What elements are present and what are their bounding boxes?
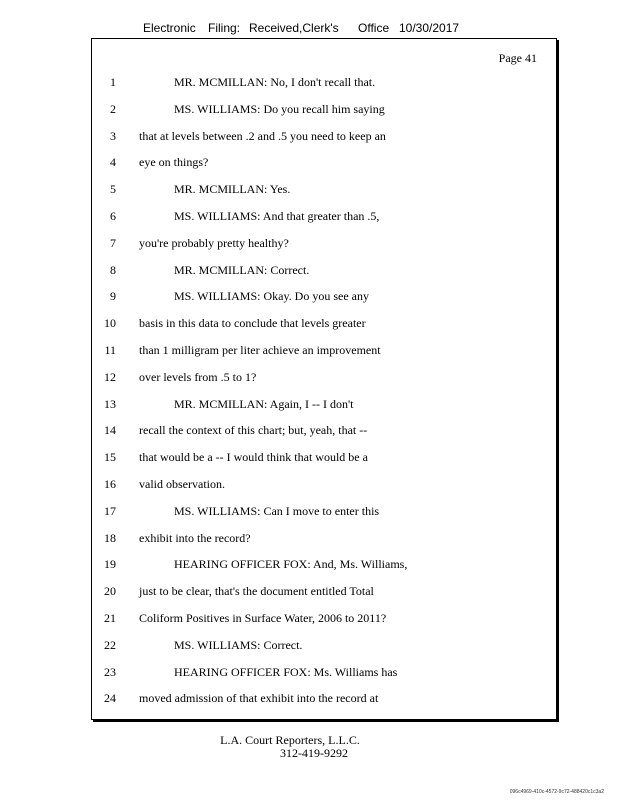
line-text: over levels from .5 to 1? (139, 369, 257, 384)
line-number: 11 (104, 343, 116, 357)
line-number: 21 (104, 611, 116, 625)
transcript-line (92, 127, 558, 145)
line-text: MR. MCMILLAN: Again, I -- I don't (174, 396, 354, 411)
line-text: MS. WILLIAMS: Okay. Do you see any (174, 289, 369, 304)
transcript-line (92, 502, 558, 520)
line-text: moved admission of that exhibit into the record at (139, 691, 379, 706)
transcript-line (92, 448, 558, 466)
line-text: MS. WILLIAMS: Correct. (174, 637, 303, 652)
transcript-line (92, 261, 558, 279)
line-number: 18 (104, 530, 116, 545)
transcript-line (92, 609, 558, 627)
transcript-line (92, 689, 558, 707)
line-text: that would be a -- I would think that would be a (139, 450, 368, 465)
transcript-line (92, 100, 558, 118)
line-number: 10 (104, 316, 116, 331)
line-number: 8 (110, 262, 116, 277)
line-text: MS. WILLIAMS: Do you recall him saying (174, 101, 385, 116)
line-number: 19 (104, 557, 116, 572)
transcript-page (91, 38, 557, 720)
document-hash: 096c4969-410c-4572-9c72-488420c1c3a2 (509, 789, 604, 795)
line-number: 17 (104, 503, 116, 518)
line-number: 16 (104, 477, 116, 491)
transcript-line (92, 153, 558, 171)
line-number: 5 (110, 182, 116, 197)
line-text: Coliform Positives in Surface Water, 2006 to 2011? (139, 611, 387, 625)
transcript-line (92, 287, 558, 305)
line-number: 24 (104, 691, 116, 706)
line-number: 4 (110, 155, 116, 170)
line-number: 2 (110, 101, 116, 116)
line-number: 9 (110, 289, 116, 304)
line-text: MS. WILLIAMS: And that greater than .5, (174, 209, 380, 223)
line-number: 7 (110, 235, 116, 250)
line-text: recall the context of this chart; but, yeah, that -- (139, 423, 368, 438)
line-number: 20 (104, 584, 116, 599)
line-text: MR. MCMILLAN: Yes. (174, 182, 291, 197)
line-number: 1 (110, 75, 116, 89)
line-text: eye on things? (139, 155, 209, 170)
line-number: 3 (110, 128, 116, 143)
line-text: basis in this data to conclude that levels greater (139, 316, 366, 331)
line-number: 22 (104, 637, 116, 652)
line-text: valid observation. (139, 477, 225, 491)
line-text: you're probably pretty healthy? (139, 235, 289, 250)
line-text: MS. WILLIAMS: Can I move to enter this (174, 503, 380, 518)
transcript-line (92, 529, 558, 547)
transcript-line (92, 234, 558, 252)
transcript-line (92, 475, 558, 493)
transcript-line (92, 73, 558, 91)
line-text: HEARING OFFICER FOX: And, Ms. Williams, (174, 557, 408, 572)
line-number: 23 (104, 664, 116, 679)
stamp-electronic: Electronic (143, 21, 196, 35)
filing-stamp (0, 21, 618, 37)
line-number: 14 (104, 423, 116, 438)
transcript-line (92, 341, 558, 359)
transcript-line (92, 421, 558, 439)
transcript-line (92, 395, 558, 413)
page-number: Page 41 (498, 51, 537, 65)
stamp-date: 10/30/2017 (399, 21, 460, 35)
line-text: MR. MCMILLAN: Correct. (174, 262, 310, 277)
stamp-office: Office (358, 21, 390, 35)
line-number: 15 (104, 450, 116, 465)
stamp-filing: Filing: (208, 21, 241, 35)
line-text: than 1 milligram per liter achieve an improvement (139, 343, 381, 357)
transcript-line (92, 368, 558, 386)
transcript-line (92, 582, 558, 600)
line-number: 12 (104, 369, 116, 384)
line-number: 6 (110, 209, 116, 223)
line-text: exhibit into the record? (139, 530, 251, 545)
stamp-received: Received,Clerk's (249, 21, 339, 35)
transcript-line (92, 636, 558, 654)
footer-phone: 312-419-9292 (280, 746, 348, 760)
footer-company: L.A. Court Reporters, L.L.C. (220, 733, 360, 747)
transcript-line (92, 555, 558, 573)
transcript-line (92, 314, 558, 332)
line-text: just to be clear, that's the document entitled Total (139, 584, 374, 599)
transcript-line (92, 180, 558, 198)
line-text: that at levels between .2 and .5 you need to keep an (139, 128, 386, 143)
line-number: 13 (104, 396, 116, 411)
line-text: MR. MCMILLAN: No, I don't recall that. (174, 75, 376, 89)
line-text: HEARING OFFICER FOX: Ms. Williams has (174, 664, 398, 679)
transcript-line (92, 663, 558, 681)
transcript-line (92, 207, 558, 225)
